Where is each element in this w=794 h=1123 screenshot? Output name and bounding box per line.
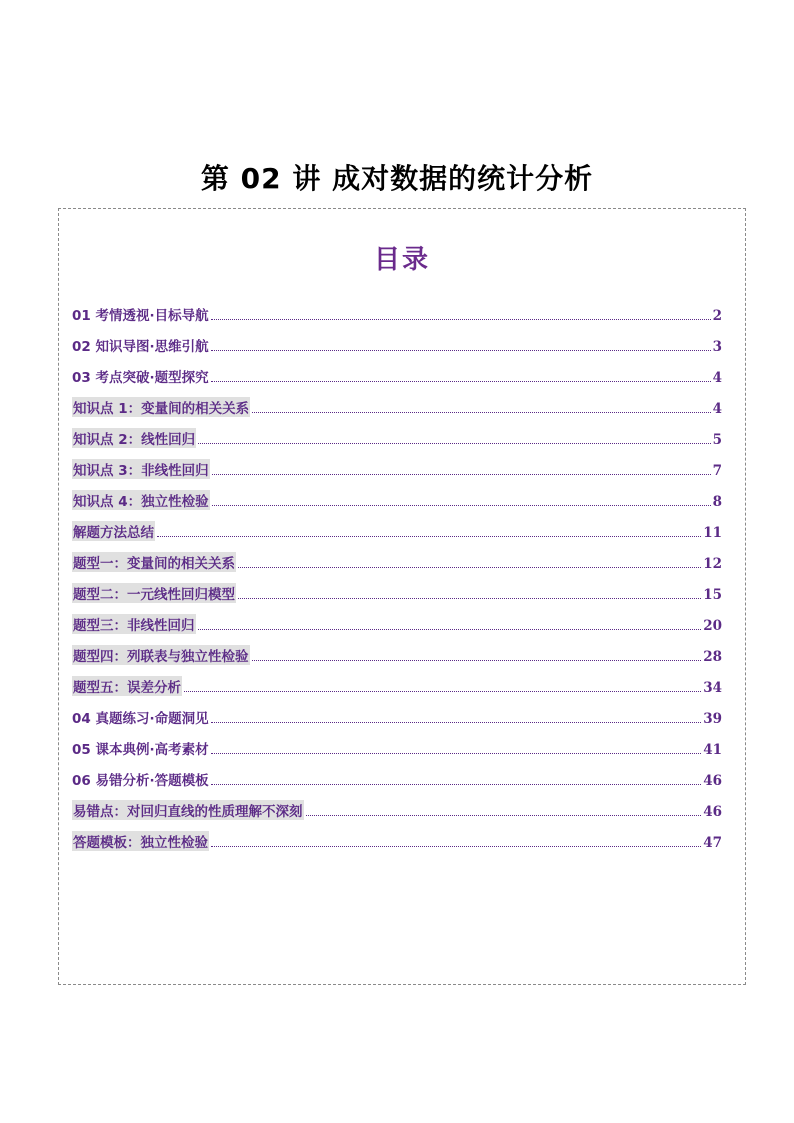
toc-entry[interactable]	[72, 452, 722, 483]
toc-entry-label[interactable]: 02 知识导图·思维引航	[72, 339, 209, 355]
toc-leader-dots	[252, 659, 702, 661]
toc-entry-page-number[interactable]: 47	[703, 835, 722, 851]
toc-leader-dots	[198, 442, 711, 444]
toc-entry-label[interactable]: 题型五：误差分析	[72, 676, 182, 696]
toc-leader-dots	[238, 566, 701, 568]
toc-entry[interactable]	[72, 762, 722, 793]
toc-leader-dots	[198, 628, 702, 630]
toc-entry-label[interactable]: 知识点 2：线性回归	[72, 428, 196, 448]
toc-entry-label[interactable]: 答题模板：独立性检验	[72, 831, 209, 851]
toc-entry-page-number[interactable]: 11	[703, 525, 722, 541]
toc-entry-page-number[interactable]: 7	[712, 463, 722, 479]
toc-list	[72, 297, 722, 855]
page-title: 第 02 讲 成对数据的统计分析	[200, 161, 594, 195]
toc-entry-label[interactable]: 知识点 1：变量间的相关关系	[72, 397, 250, 417]
toc-leader-dots	[211, 845, 701, 847]
toc-leader-dots	[211, 318, 711, 320]
toc-entry-page-number[interactable]: 28	[703, 649, 722, 665]
toc-entry[interactable]	[72, 700, 722, 731]
toc-entry-label[interactable]: 04 真题练习·命题洞见	[72, 711, 209, 727]
toc-entry-label[interactable]: 知识点 3：非线性回归	[72, 459, 210, 479]
toc-entry[interactable]	[72, 421, 722, 452]
toc-entry[interactable]	[72, 638, 722, 669]
toc-entry-page-number[interactable]: 20	[703, 618, 722, 634]
toc-entry-page-number[interactable]: 46	[703, 773, 722, 789]
toc-entry-page-number[interactable]: 5	[712, 432, 722, 448]
toc-entry[interactable]	[72, 545, 722, 576]
toc-entry[interactable]	[72, 514, 722, 545]
toc-entry-label[interactable]: 易错点：对回归直线的性质理解不深刻	[72, 800, 304, 820]
toc-entry[interactable]	[72, 483, 722, 514]
toc-entry-page-number[interactable]: 3	[712, 339, 722, 355]
table-of-contents	[58, 208, 746, 985]
toc-entry-page-number[interactable]: 46	[703, 804, 722, 820]
toc-entry-label[interactable]: 知识点 4：独立性检验	[72, 490, 210, 510]
toc-entry-page-number[interactable]: 34	[703, 680, 722, 696]
toc-entry-label[interactable]: 05 课本典例·高考素材	[72, 742, 209, 758]
toc-entry-page-number[interactable]: 12	[703, 556, 722, 572]
toc-entry[interactable]	[72, 576, 722, 607]
toc-leader-dots	[211, 380, 711, 382]
toc-entry-page-number[interactable]: 39	[703, 711, 722, 727]
toc-leader-dots	[252, 411, 711, 413]
toc-entry-page-number[interactable]: 15	[703, 587, 722, 603]
toc-leader-dots	[157, 535, 701, 537]
toc-leader-dots	[211, 783, 702, 785]
toc-entry-page-number[interactable]: 41	[703, 742, 722, 758]
toc-entry-label[interactable]: 题型三：非线性回归	[72, 614, 196, 634]
toc-entry[interactable]	[72, 793, 722, 824]
toc-entry-label[interactable]: 01 考情透视·目标导航	[72, 308, 209, 324]
toc-entry-label[interactable]: 06 易错分析·答题模板	[72, 773, 209, 789]
toc-heading: 目录	[373, 245, 430, 275]
toc-entry[interactable]	[72, 824, 722, 855]
toc-entry-label[interactable]: 题型四：列联表与独立性检验	[72, 645, 250, 665]
toc-entry-page-number[interactable]: 2	[712, 308, 722, 324]
toc-leader-dots	[238, 597, 701, 599]
toc-entry-page-number[interactable]: 4	[712, 401, 722, 417]
toc-leader-dots	[212, 504, 711, 506]
toc-entry[interactable]	[72, 607, 722, 638]
toc-entry[interactable]	[72, 297, 722, 328]
toc-entry-page-number[interactable]: 8	[712, 494, 722, 510]
toc-entry[interactable]	[72, 328, 722, 359]
toc-entry[interactable]	[72, 731, 722, 762]
toc-leader-dots	[212, 473, 711, 475]
toc-entry-label[interactable]: 解题方法总结	[72, 521, 155, 541]
toc-entry[interactable]	[72, 390, 722, 421]
toc-leader-dots	[211, 349, 711, 351]
toc-entry-page-number[interactable]: 4	[712, 370, 722, 386]
toc-entry[interactable]	[72, 359, 722, 390]
toc-leader-dots	[184, 690, 701, 692]
toc-entry-label[interactable]: 题型一：变量间的相关关系	[72, 552, 236, 572]
toc-entry-label[interactable]: 题型二：一元线性回归模型	[72, 583, 236, 603]
toc-leader-dots	[306, 814, 702, 816]
toc-leader-dots	[211, 752, 702, 754]
toc-entry[interactable]	[72, 669, 722, 700]
toc-leader-dots	[211, 721, 702, 723]
toc-entry-label[interactable]: 03 考点突破·题型探究	[72, 370, 209, 386]
